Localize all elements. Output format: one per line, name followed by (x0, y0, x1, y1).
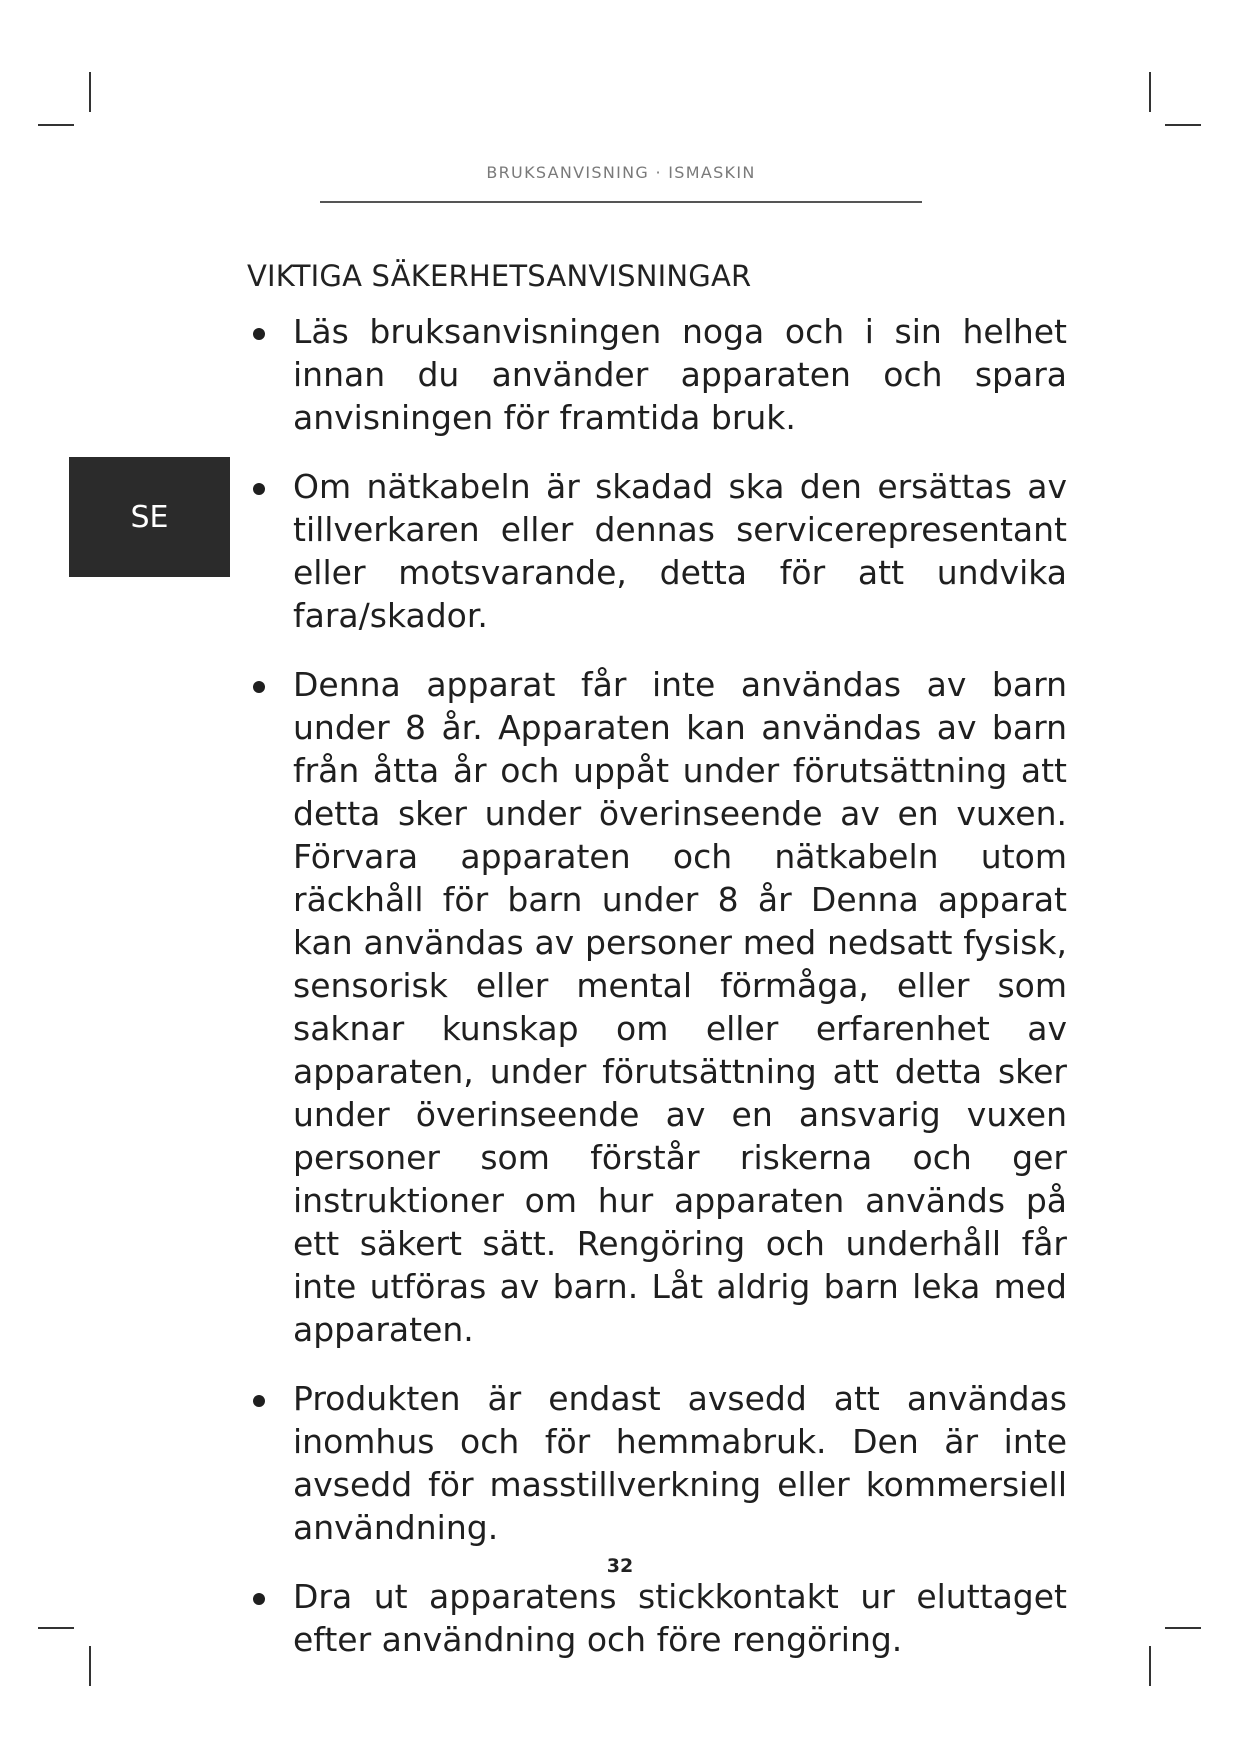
list-item (247, 465, 1067, 637)
list-item (247, 1575, 1067, 1661)
header-divider (320, 201, 922, 203)
bullet-icon (253, 483, 265, 495)
list-item (247, 663, 1067, 1351)
list-item-text: Om nätkabeln är skadad ska den ersättas av tillverkaren eller dennas servicerepresentant eller motsvarande, detta för att undvika fara/skador. (293, 467, 1067, 635)
safety-instructions-list (247, 310, 1067, 1687)
list-item (247, 1377, 1067, 1549)
list-item-text: Dra ut apparatens stickkontakt ur eluttaget efter användning och före rengöring. (293, 1577, 1067, 1659)
bullet-icon (253, 328, 265, 340)
crop-mark-top-left-h (38, 124, 74, 126)
crop-mark-bottom-left-h (38, 1627, 74, 1629)
list-item (247, 310, 1067, 439)
list-item-text: Denna apparat får inte användas av barn under 8 år. Apparaten kan användas av barn från åtta år och uppåt under förutsättning att detta sker under överinseende av en vuxen. Förvara apparaten och nätkabeln utom räckhåll för barn under 8 år Denna apparat kan användas av personer med nedsatt fysisk, sensorisk eller mental förmåga, eller som saknar kunskap om eller erfarenhet av apparaten, under förutsättning att detta sker under överinseende av en ansvarig vuxen personer som förstår riskerna och ger instruktioner om hur apparaten används på ett säkert sätt. Rengöring och underhåll får inte utföras av barn. Låt aldrig barn leka med apparaten. (293, 665, 1067, 1349)
crop-mark-bottom-left-v (89, 1646, 91, 1686)
crop-mark-bottom-right-h (1165, 1627, 1201, 1629)
language-tab-label: SE (130, 499, 169, 535)
crop-mark-top-left-v (89, 72, 91, 112)
page-number: 32 (606, 1555, 634, 1577)
running-header: BRUKSANVISNING · ISMASKIN (486, 163, 756, 182)
bullet-icon (253, 681, 265, 693)
list-item-text: Produkten är endast avsedd att användas inomhus och för hemmabruk. Den är inte avsedd för masstillverkning eller kommersiell användning. (293, 1379, 1067, 1547)
bullet-icon (253, 1395, 265, 1407)
list-item-text: Läs bruksanvisningen noga och i sin helhet innan du använder apparaten och spara anvisningen för framtida bruk. (293, 312, 1067, 437)
crop-mark-top-right-v (1149, 72, 1151, 112)
crop-mark-top-right-h (1165, 124, 1201, 126)
bullet-icon (253, 1593, 265, 1605)
language-tab (69, 457, 230, 577)
section-title: VIKTIGA SÄKERHETSANVISNINGAR (247, 259, 752, 293)
crop-mark-bottom-right-v (1149, 1646, 1151, 1686)
